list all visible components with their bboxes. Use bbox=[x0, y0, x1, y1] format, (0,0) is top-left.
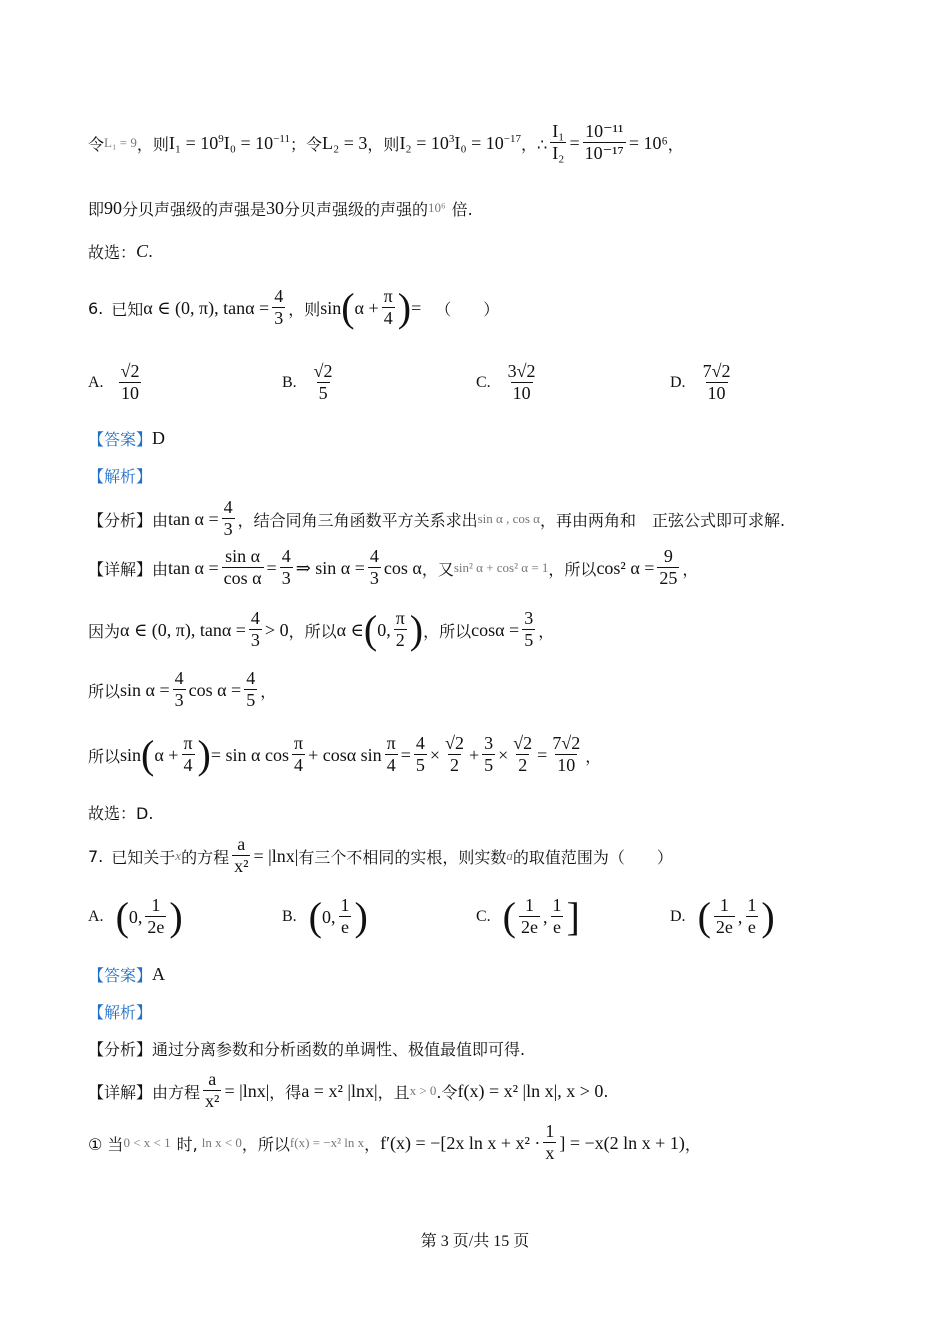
fraction: $\frac{1}{e}$ bbox=[552, 895, 562, 938]
fraction: $\frac{3}{5}$ bbox=[524, 608, 534, 651]
math: × bbox=[498, 744, 509, 765]
fenxi-tag: 【分析】 bbox=[88, 1039, 153, 1059]
math: sin bbox=[320, 297, 342, 318]
text: 即 bbox=[88, 199, 105, 219]
left-paren: ( bbox=[363, 607, 378, 652]
math: tan α = bbox=[168, 508, 219, 529]
math: a bbox=[506, 848, 513, 863]
question-7-options bbox=[0, 889, 950, 945]
math: = sin α cos bbox=[210, 744, 289, 765]
text: 倍. bbox=[451, 199, 473, 219]
right-paren: ) bbox=[169, 894, 183, 939]
right-paren: ) bbox=[409, 607, 424, 652]
option-b[interactable] bbox=[282, 355, 338, 411]
math: cos α bbox=[383, 557, 422, 578]
math: , bbox=[543, 906, 548, 927]
question-6-detail-1 bbox=[88, 542, 890, 594]
text: ， bbox=[667, 134, 684, 154]
math: cos² α = bbox=[596, 557, 655, 578]
math: α ∈ (0, π), tanα = bbox=[120, 619, 246, 640]
fraction: $\frac{9}{25}$ bbox=[659, 546, 678, 589]
math-30: 30 bbox=[266, 197, 285, 218]
option-c[interactable] bbox=[476, 889, 580, 945]
text: 所以 bbox=[88, 681, 121, 701]
text: 故选：D. bbox=[88, 803, 154, 823]
text: ，∴ bbox=[521, 134, 548, 154]
solution-line-conclusion bbox=[88, 195, 890, 221]
detail-tag: 【详解】 bbox=[88, 1082, 153, 1102]
fraction: $\frac{4}{5}$ bbox=[246, 668, 256, 711]
option-label: A. bbox=[88, 908, 104, 925]
text: ，则 bbox=[136, 134, 169, 154]
math: x > 0 bbox=[409, 1083, 437, 1098]
question-6-options bbox=[0, 355, 950, 411]
option-label: A. bbox=[88, 374, 104, 391]
math-i2: $I_2 = 10^3I_0 = 10^{-17}$ bbox=[399, 132, 521, 153]
right-paren: ) bbox=[761, 894, 775, 939]
option-label: B. bbox=[282, 908, 297, 925]
choose-line-q5 bbox=[88, 238, 890, 264]
text: 时, bbox=[176, 1134, 198, 1154]
question-6-detail-4 bbox=[88, 727, 890, 783]
text: ，结合同角三角函数平方关系求出 bbox=[237, 510, 478, 530]
answer-value: D bbox=[152, 427, 166, 448]
math: ] = −x(2 ln x + 1) bbox=[559, 1132, 685, 1153]
math: = bbox=[537, 744, 548, 765]
math: cos α = bbox=[188, 679, 242, 700]
left-paren: ( bbox=[308, 894, 322, 939]
math: x bbox=[175, 848, 182, 863]
text: ， bbox=[684, 1134, 701, 1154]
analysis-tag: 【解析】 bbox=[88, 466, 153, 486]
text: ， bbox=[260, 681, 277, 701]
option-b[interactable] bbox=[282, 889, 368, 945]
text: 因为 bbox=[88, 621, 121, 641]
fraction: $\frac{7√2}{10}$ bbox=[552, 733, 581, 776]
right-bracket: ] bbox=[566, 894, 580, 939]
fraction: $\frac{1}{2e}$ bbox=[147, 895, 165, 938]
option-fraction: $\frac{√2}{5}$ bbox=[313, 361, 333, 404]
option-d[interactable] bbox=[670, 889, 775, 945]
fraction: $\frac{\pi}{4}$ bbox=[383, 286, 393, 329]
math: × bbox=[429, 744, 441, 765]
fraction: $\frac{4}{3}$ bbox=[250, 608, 260, 651]
math: α + bbox=[154, 744, 179, 765]
text: ， bbox=[538, 621, 555, 641]
fraction: $\frac{a}{\text{x²}}$ bbox=[234, 834, 249, 877]
fraction: $\frac{1}{x}$ bbox=[545, 1121, 555, 1164]
fraction: $\frac{\pi}{4}$ bbox=[293, 733, 304, 776]
text: ，则 bbox=[288, 299, 321, 319]
analysis-tag: 【解析】 bbox=[88, 1002, 153, 1022]
question-7-answer bbox=[88, 962, 890, 986]
fraction: $\frac{√2}{2}$ bbox=[513, 733, 533, 776]
math: sin α , cos α bbox=[477, 511, 540, 526]
text: ，所以 bbox=[288, 621, 337, 641]
answer-value: A bbox=[152, 963, 166, 984]
math: ⇒ sin α = bbox=[295, 557, 365, 578]
text: 令 bbox=[88, 134, 105, 154]
math: = bbox=[400, 744, 411, 765]
text: 有三个不相同的实根，则实数 bbox=[298, 847, 507, 867]
math: > 0 bbox=[264, 619, 289, 640]
math-eq: = bbox=[569, 132, 580, 153]
left-paren: ( bbox=[141, 732, 155, 777]
left-paren: ( bbox=[115, 894, 129, 939]
text: ，所以 bbox=[241, 1134, 290, 1154]
fraction: $\frac{4}{3}$ bbox=[174, 668, 184, 711]
text: 由 bbox=[152, 559, 169, 579]
math: 0, bbox=[377, 619, 391, 640]
text: ，又 bbox=[421, 559, 454, 579]
fraction: $\frac{\pi}{2}$ bbox=[395, 608, 405, 651]
option-fraction: $\frac{3√2}{10}$ bbox=[507, 361, 536, 404]
left-paren: ( bbox=[697, 894, 711, 939]
option-label: B. bbox=[282, 374, 297, 391]
math: = |lnx| bbox=[224, 1080, 270, 1101]
option-c[interactable] bbox=[476, 355, 541, 411]
question-6-fenxi bbox=[88, 494, 890, 544]
question-7-fenxi bbox=[88, 1036, 890, 1060]
fraction: $\frac{√2}{2}$ bbox=[445, 733, 464, 776]
fraction: $\frac{4}{5}$ bbox=[415, 733, 425, 776]
option-a[interactable] bbox=[88, 889, 183, 945]
math: = |lnx| bbox=[253, 845, 299, 866]
fraction: $\frac{\pi}{4}$ bbox=[386, 733, 396, 776]
math: α + bbox=[354, 297, 379, 318]
text: . bbox=[603, 1081, 609, 1101]
left-paren: ( bbox=[341, 285, 355, 330]
fraction-powers: $\frac{\text{10⁻¹¹}}{\text{10⁻¹⁷}}$ bbox=[584, 121, 624, 164]
text: 的取值范围为（ ） bbox=[512, 847, 673, 867]
option-d[interactable] bbox=[670, 355, 735, 411]
text: 已知 bbox=[111, 299, 144, 319]
math: 0, bbox=[322, 906, 336, 927]
math: cosα = bbox=[471, 619, 520, 640]
question-6-detail-3 bbox=[88, 664, 890, 716]
question-7-stem bbox=[88, 830, 890, 882]
option-label: D. bbox=[670, 908, 686, 925]
math: α ∈ (0, π), tanα = bbox=[143, 297, 270, 318]
math: + cosα sin bbox=[308, 744, 382, 765]
text: .令 bbox=[436, 1082, 458, 1102]
question-6-detail-2 bbox=[88, 604, 890, 656]
math: sin² α + cos² α = 1 bbox=[453, 560, 549, 575]
text: 由方程 bbox=[152, 1082, 201, 1102]
question-number: 6. bbox=[88, 298, 104, 318]
math: + bbox=[468, 744, 480, 765]
question-7-analysis-heading bbox=[88, 999, 890, 1023]
text: ；令 bbox=[289, 134, 322, 154]
fraction: $\frac{1}{2e}$ bbox=[715, 895, 733, 938]
text: ， bbox=[364, 1134, 381, 1154]
math-i1: $I_1 = 10^9I_0 = 10^{-11}$ bbox=[168, 132, 290, 153]
math-10-6: 10⁶ bbox=[428, 200, 446, 215]
answer-blank: （ ） bbox=[435, 299, 500, 319]
math-l1: L₁ = 9 bbox=[104, 135, 137, 150]
text: 分贝声强级的声强的 bbox=[284, 199, 429, 219]
text: ，所以 bbox=[548, 559, 597, 579]
math: ln x < 0 bbox=[201, 1135, 242, 1150]
text: ， bbox=[682, 559, 699, 579]
text: 所以 bbox=[88, 746, 121, 766]
solution-line-ratio bbox=[88, 118, 890, 168]
option-label: C. bbox=[476, 908, 491, 925]
right-paren: ) bbox=[197, 732, 211, 777]
question-7-detail-1 bbox=[88, 1066, 890, 1116]
answer-tag: 【答案】 bbox=[88, 429, 153, 449]
question-6-analysis-heading bbox=[88, 463, 890, 487]
text: . bbox=[148, 241, 154, 261]
math: tan α = bbox=[168, 557, 219, 578]
math: = bbox=[411, 297, 422, 318]
text: ① 当 bbox=[88, 1134, 124, 1154]
fraction: $\frac{4}{3}$ bbox=[281, 546, 291, 589]
text: 由 bbox=[152, 510, 169, 530]
math-90: 90 bbox=[104, 197, 123, 218]
text: ，再由两角和 正弦公式即可求解. bbox=[540, 510, 786, 530]
fraction: $\frac{4}{3}$ bbox=[369, 546, 379, 589]
right-paren: ) bbox=[397, 285, 412, 330]
question-number: 7. bbox=[88, 846, 104, 866]
fraction: $\frac{1}{e}$ bbox=[340, 895, 350, 938]
text: 分贝声强级的声强是 bbox=[122, 199, 267, 219]
option-label: D. bbox=[670, 374, 686, 391]
math-c: C bbox=[136, 240, 149, 261]
page-footer: 第 3 页/共 15 页 bbox=[420, 1233, 530, 1250]
math: = bbox=[266, 557, 277, 578]
right-paren: ) bbox=[354, 894, 368, 939]
math: f(x) = −x² ln x bbox=[289, 1135, 365, 1150]
fraction: $\frac{1}{2e}$ bbox=[521, 895, 538, 938]
question-6-stem bbox=[88, 280, 890, 336]
math: a = x² |lnx| bbox=[301, 1080, 378, 1101]
text: ，且 bbox=[377, 1082, 410, 1102]
fraction: $\frac{1}{e}$ bbox=[747, 895, 757, 938]
question-6-answer bbox=[88, 426, 890, 450]
math: sin α = bbox=[120, 679, 170, 700]
left-paren: ( bbox=[502, 894, 516, 939]
math: 0 < x < 1 bbox=[123, 1135, 171, 1150]
math: α ∈ bbox=[336, 619, 364, 640]
text: ， bbox=[585, 746, 602, 766]
detail-tag: 【详解】 bbox=[88, 559, 153, 579]
fraction: $\frac{\pi}{4}$ bbox=[183, 733, 193, 776]
fraction: $\frac{a}{\text{x²}}$ bbox=[205, 1069, 220, 1112]
fraction-i1-i2: $\frac{\text{I₁}}{\text{I₂}}$ bbox=[552, 121, 565, 164]
math-l2: L₂ = 3 bbox=[322, 132, 368, 153]
math: , bbox=[737, 906, 743, 927]
question-6-choose bbox=[88, 800, 890, 824]
math: 0, bbox=[128, 906, 143, 927]
text: 故选： bbox=[88, 242, 137, 262]
option-fraction: $\frac{√2}{10}$ bbox=[120, 361, 140, 404]
math: f(x) = x² |ln x|, x > 0 bbox=[457, 1080, 604, 1101]
option-a[interactable] bbox=[88, 355, 144, 411]
fraction: $\frac{\text{sin α}}{\text{cos α}}$ bbox=[223, 546, 262, 589]
text: ，得 bbox=[269, 1082, 302, 1102]
option-label: C. bbox=[476, 374, 491, 391]
fraction: $\frac{4}{3}$ bbox=[223, 497, 233, 540]
math: sin bbox=[120, 744, 142, 765]
text: 的方程 bbox=[181, 847, 230, 867]
math: f′(x) = −[2x ln x + x² · bbox=[380, 1132, 541, 1153]
text: 通过分离参数和分析函数的单调性、极值最值即可得. bbox=[152, 1039, 526, 1059]
option-fraction: $\frac{7√2}{10}$ bbox=[702, 361, 731, 404]
text: ，所以 bbox=[423, 621, 472, 641]
answer-tag: 【答案】 bbox=[88, 965, 153, 985]
question-7-detail-2 bbox=[88, 1118, 890, 1168]
text: ，则 bbox=[367, 134, 400, 154]
fraction: $\frac{4}{3}$ bbox=[274, 286, 284, 329]
text: 已知关于 bbox=[111, 847, 176, 867]
fraction: $\frac{3}{5}$ bbox=[484, 733, 494, 776]
math-result: = 10⁶ bbox=[628, 132, 668, 153]
fenxi-tag: 【分析】 bbox=[88, 510, 153, 530]
